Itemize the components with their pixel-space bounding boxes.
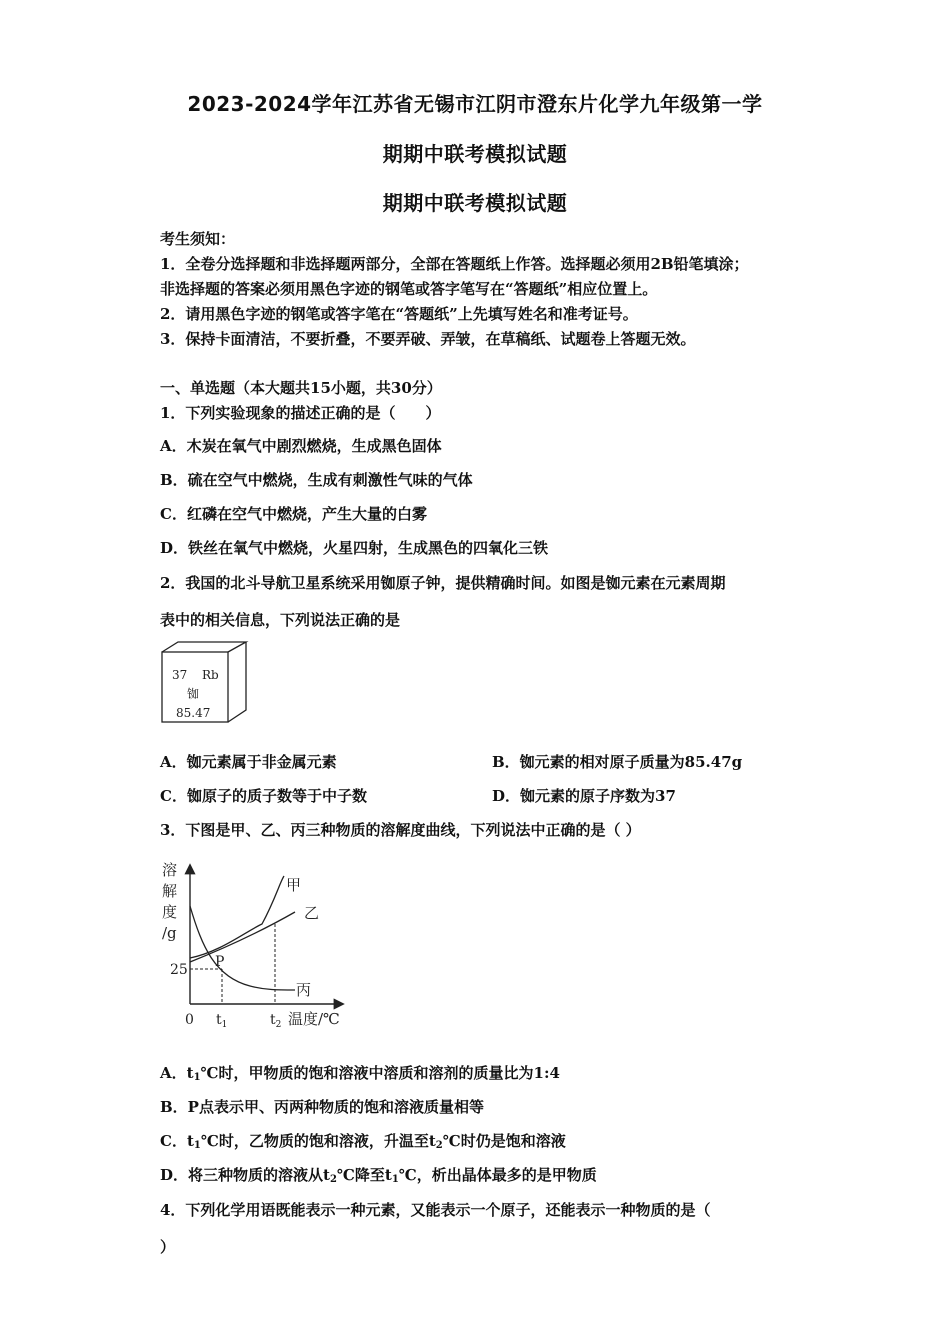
notice-item-1b: 非选择题的答案必须用黑色字迹的钢笔或答字笔写在“答题纸”相应位置上。 <box>160 280 658 298</box>
q3-a-pre: A．t <box>160 1064 194 1082</box>
y-tick-25: 25 <box>170 962 188 978</box>
t1-label <box>216 1012 227 1030</box>
q2-option-b: B．铷元素的相对原子质量为85.47g <box>492 753 743 771</box>
q1-option-d: D．铁丝在氧气中燃烧，火星四射，生成黑色的四氧化三铁 <box>160 539 549 557</box>
q3-option-d <box>160 1164 597 1185</box>
section-heading: 一、单选题（本大题共15小题，共30分） <box>160 379 442 397</box>
curve-label-bing: 丙 <box>296 981 312 999</box>
q3-option-c <box>160 1130 566 1151</box>
curve-bing <box>190 906 295 990</box>
q3-c-sub2: 2 <box>435 1140 443 1151</box>
q1-option-c: C．红磷在空气中燃烧，产生大量的白雾 <box>160 505 427 523</box>
q3-d-post: ℃，析出晶体最多的是甲物质 <box>398 1166 597 1184</box>
t1-label-sub: 1 <box>221 1020 228 1030</box>
q4-stem-b: ） <box>160 1238 176 1256</box>
q1-stem: 1．下列实验现象的描述正确的是（ ） <box>160 404 441 422</box>
notice-item-3: 3．保持卡面清洁，不要折叠，不要弄破、弄皱，在草稿纸、试题卷上答题无效。 <box>160 330 696 348</box>
q3-a-sub: 1 <box>193 1072 201 1083</box>
element-symbol: Rb <box>202 668 219 682</box>
q3-c-mid: ℃时，乙物质的饱和溶液，升温至t <box>200 1132 436 1150</box>
y-label-char-3: 度 <box>162 903 178 921</box>
t2-label-main: t <box>270 1012 276 1028</box>
curve-yi <box>190 912 295 962</box>
q3-c-pre: C．t <box>160 1132 194 1150</box>
q4-stem-a: 4．下列化学用语既能表示一种元素，又能表示一个原子，还能表示一种物质的是（ <box>160 1201 711 1219</box>
x-axis-label: 温度/℃ <box>288 1010 340 1028</box>
solubility-curve-graph <box>150 852 360 1034</box>
q3-c-sub1: 1 <box>193 1140 201 1151</box>
exam-title-line3: 期期中联考模拟试题 <box>382 191 568 215</box>
exam-title-line1: 2023-2024学年江苏省无锡市江阴市澄东片化学九年级第一学 <box>187 92 763 116</box>
exam-title-line2: 期期中联考模拟试题 <box>382 142 568 166</box>
notice-item-2: 2．请用黑色字迹的钢笔或答字笔在“答题纸”上先填写姓名和准考证号。 <box>160 305 638 323</box>
q3-d-mid: ℃降至t <box>336 1166 392 1184</box>
q3-option-a <box>160 1062 560 1083</box>
q3-c-post: ℃时仍是饱和溶液 <box>442 1132 566 1150</box>
q1-option-a: A．木炭在氧气中剧烈燃烧，生成黑色固体 <box>160 437 442 455</box>
q3-d-sub1: 2 <box>329 1174 337 1185</box>
q2-option-d: D．铷元素的原子序数为37 <box>492 787 676 805</box>
q3-stem: 3．下图是甲、乙、丙三种物质的溶解度曲线，下列说法中正确的是（ ） <box>160 821 641 839</box>
q3-d-sub2: 1 <box>391 1174 399 1185</box>
t2-label-sub: 2 <box>275 1020 282 1030</box>
q3-option-b: B．P点表示甲、丙两种物质的饱和溶液质量相等 <box>160 1098 484 1116</box>
t1-label-main: t <box>216 1012 222 1028</box>
element-atomic-mass: 85.47 <box>176 706 211 720</box>
notice-item-1a: 1．全卷分选择题和非选择题两部分，全部在答题纸上作答。选择题必须用2B铅笔填涂； <box>160 255 749 273</box>
point-p-label: P <box>215 954 225 970</box>
q2-stem-a: 2．我国的北斗导航卫星系统采用铷原子钟，提供精确时间。如图是铷元素在元素周期 <box>160 574 726 592</box>
curve-label-jia: 甲 <box>286 876 302 894</box>
t2-label <box>270 1012 281 1030</box>
q2-option-c: C．铷原子的质子数等于中子数 <box>160 787 367 805</box>
rubidium-element-cell <box>158 640 250 726</box>
y-label-char-2: 解 <box>162 882 178 900</box>
q2-stem-b: 表中的相关信息，下列说法正确的是 <box>160 611 401 629</box>
element-name: 铷 <box>187 687 200 701</box>
element-atomic-number: 37 <box>172 668 188 682</box>
q3-d-pre: D．将三种物质的溶液从t <box>160 1166 330 1184</box>
y-label-char-1: 溶 <box>162 861 178 879</box>
curve-label-yi: 乙 <box>304 904 320 922</box>
q2-option-a: A．铷元素属于非金属元素 <box>160 753 337 771</box>
notice-heading: 考生须知： <box>160 230 236 248</box>
q1-option-b: B．硫在空气中燃烧，生成有刺激性气味的气体 <box>160 471 473 489</box>
y-label-char-4: /g <box>162 924 177 942</box>
q3-a-post: ℃时，甲物质的饱和溶液中溶质和溶剂的质量比为1:4 <box>200 1064 560 1082</box>
origin-label: 0 <box>185 1012 194 1028</box>
